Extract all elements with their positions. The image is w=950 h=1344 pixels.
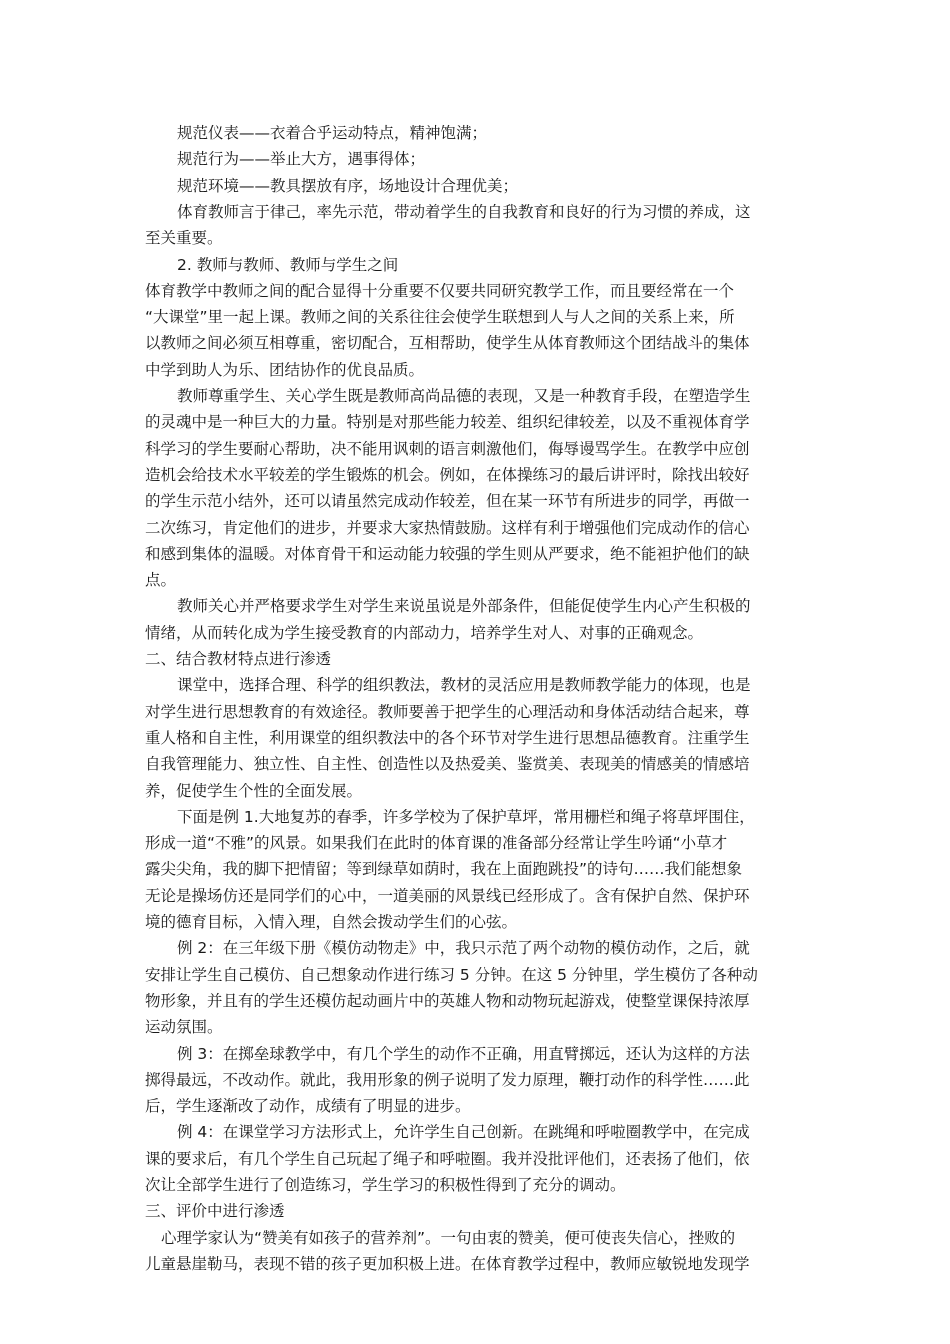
text-line: 中学到助人为乐、团结协作的优良品质。	[145, 360, 425, 379]
text-line: 情绪，从而转化成为学生接受教育的内部动力，培养学生对人、对事的正确观念。	[145, 623, 704, 642]
text-line: 规范环境——教具摆放有序，场地设计合理优美；	[177, 176, 519, 195]
text-line: 后，学生逐渐改了动作，成绩有了明显的进步。	[145, 1097, 471, 1116]
text-line: 养，促使学生个性的全面发展。	[145, 781, 363, 800]
text-line: 体育教学中教师之间的配合显得十分重要不仅要共同研究教学工作，而且要经常在一个	[145, 281, 735, 300]
text-line: 至关重要。	[145, 229, 223, 248]
text-line: 体育教师言于律己，率先示范，带动着学生的自我教育和良好的行为习惯的养成，这	[177, 202, 751, 221]
text-line: 对学生进行思想教育的有效途径。教师要善于把学生的心理活动和身体活动结合起来，尊	[145, 702, 750, 721]
text-line: 例 4：在课堂学习方法形式上，允许学生自己创新。在跳绳和呼啦圈教学中，在完成	[177, 1123, 750, 1142]
text-line: 重人格和自主性，利用课堂的组织教法中的各个环节对学生进行思想品德教育。注重学生	[145, 728, 750, 747]
text-line: 二次练习，肯定他们的进步，并要求大家热情鼓励。这样有利于增强他们完成动作的信心	[145, 518, 750, 537]
text-line: 掷得最远，不改动作。就此，我用形象的例子说明了发力原理，鞭打动作的科学性……此	[145, 1070, 750, 1089]
text-line: 点。	[145, 571, 177, 590]
text-line: 课堂中，选择合理、科学的组织教法，教材的灵活应用是教师教学能力的体现，也是	[177, 676, 751, 695]
text-line: 造机会给技术水平较差的学生锻炼的机会。例如，在体操练习的最后讲评时，除找出较好	[145, 465, 750, 484]
text-line: 的学生示范小结外，还可以请虽然完成动作较差，但在某一环节有所进步的同学，再做一	[145, 492, 750, 511]
text-line: 例 3：在掷垒球教学中，有几个学生的动作不正确，用直臂掷远，还认为这样的方法	[177, 1044, 750, 1063]
text-line: 安排让学生自己模仿、自己想象动作进行练习 5 分钟。在这 5 分钟里，学生模仿了各种动	[145, 965, 758, 984]
text-line: 无论是操场仿还是同学们的心中，一道美丽的风景线已经形成了。含有保护自然、保护环	[145, 886, 750, 905]
text-line: 三、评价中进行渗透	[145, 1202, 285, 1221]
text-line: 的灵魂中是一种巨大的力量。特别是对那些能力较差、组织纪律较差，以及不重视体育学	[145, 413, 750, 432]
text-line: 物形象，并且有的学生还模仿起动画片中的英雄人物和动物玩起游戏，使整堂课保持浓厚	[145, 991, 750, 1010]
text-line: 教师尊重学生、关心学生既是教师高尚品德的表现，又是一种教育手段，在塑造学生	[177, 387, 751, 405]
text-line: 儿童悬崖勒马，表现不错的孩子更加积极上进。在体育教学过程中，教师应敏锐地发现学	[145, 1254, 750, 1273]
text-line: 规范仪表——衣着合乎运动特点，精神饱满；	[177, 124, 488, 142]
text-line: 下面是例 1.大地复苏的春季，许多学校为了保护草坪，常用栅栏和绳子将草坪围住，	[177, 807, 755, 826]
text-line: 形成一道“不雅”的风景。如果我们在此时的体育课的准备部分经常让学生吟诵“小草才	[145, 834, 728, 853]
text-line: 二、结合教材特点进行渗透	[145, 650, 332, 668]
text-line: 次让全部学生进行了创造练习，学生学习的积极性得到了充分的调动。	[145, 1176, 626, 1194]
text-line: 和感到集体的温暖。对体育骨干和运动能力较强的学生则从严要求，绝不能袒护他们的缺	[145, 544, 750, 563]
text-line: 境的德育目标，入情入理，自然会拨动学生们的心弦。	[145, 913, 518, 931]
text-line: 露尖尖角，我的脚下把情留；等到绿草如荫时，我在上面跑跳投”的诗句……我们能想象	[145, 860, 743, 879]
text-line: “大课堂”里一起上课。教师之间的关系往往会使学生联想到人与人之间的关系上来，所	[145, 308, 735, 327]
text-line: 例 2：在三年级下册《模仿动物走》中，我只示范了两个动物的模仿动作，之后，就	[177, 939, 750, 958]
text-line: 科学习的学生要耐心帮助，决不能用讽刺的语言刺激他们，侮辱谩骂学生。在教学中应创	[145, 439, 750, 458]
text-line: 规范行为——举止大方，遇事得体；	[177, 150, 426, 169]
text-line: 心理学家认为“赞美有如孩子的营养剂”。一句由衷的赞美，便可使丧失信心，挫败的	[161, 1228, 736, 1247]
text-line: 运动氛围。	[145, 1018, 223, 1037]
text-line: 自我管理能力、独立性、自主性、创造性以及热爱美、鉴赏美、表现美的情感美的情感培	[145, 755, 750, 774]
text-line: 教师关心并严格要求学生对学生来说虽说是外部条件，但能促使学生内心产生积极的	[177, 597, 751, 616]
text-line: 课的要求后，有几个学生自己玩起了绳子和呼啦圈。我并没批评他们，还表扬了他们，依	[145, 1149, 750, 1168]
text-line: 2. 教师与教师、教师与学生之间	[177, 255, 399, 274]
text-line: 以教师之间必须互相尊重，密切配合，互相帮助，使学生从体育教师这个团结战斗的集体	[145, 334, 750, 353]
